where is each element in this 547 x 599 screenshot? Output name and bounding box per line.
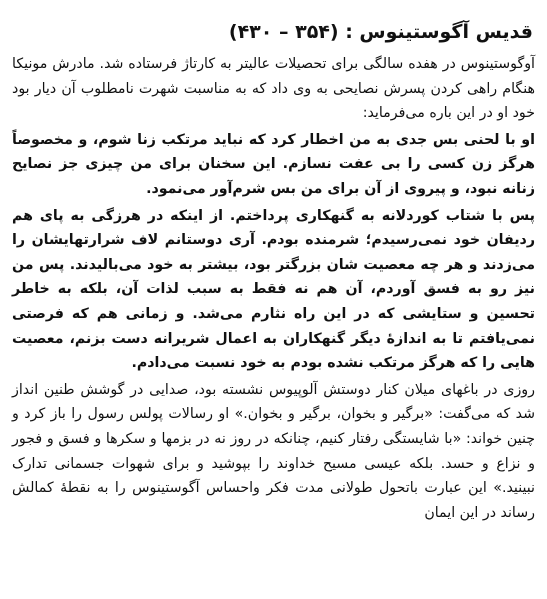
paragraph-milan-garden: روزی در باغهای میلان کنار دوستش آلوپیوس نشسته بود، صدایی در گوشش طنین انداز شد که می‌گفت: «برگیر و بخوان، برگیر و بخوان.» او رسالات پولس رسول را باز کرد و چنین خواند: «با شایستگی رفتار کنیم، چنانکه در روز نه در بزمها و سکرها و فسق و فجور و نزاع و حسد. بلکه عیسی مسیح خداوند را بپوشید و برای شهوات جسمانی تدارک نبینید.» این عبارت باتحول طولانی مدت فکر واحساس آگوستینوس را به نقطهٔ کمالش رساند در این ایمان: [12, 381, 535, 521]
section-title: قدیس آگوستینوس : (۳۵۴ – ۴۳۰): [228, 21, 533, 43]
paragraph-intro: آوگوستینوس در هفده سالگی برای تحصیلات عالیتر به کارتاژ فرستاده شد. مادرش مونیکا هنگام راهی کردن پسرش نصایحی به وی داد که به مناسبت شهرت نامطلوب آن دیار بود خود او در این باره می‌فرماید:: [12, 56, 535, 122]
paragraph-confession: پس با شتاب کوردلانه به گنهکاری پرداختم. از اینکه در هرزگی به پای هم ردیفان خود نمی‌رسیدم؛ شرمنده بودم. آری دوستانم لاف شرارتهایشان را می‌زدند و هر چه معصیت شان بزرگتر بود، بیشتر به خود می‌بالیدند. پس من نیز رو به فسق آوردم، آن هم نه فقط به سبب لذات آن، بلکه به خاطر تحسین و ستایشی که در این راه نثارم می‌شد. و زمانی هم که فرصتی نمی‌یافتم تا به اندازهٔ دیگر گنهکاران به اعمال شریرانه دست بزنم، معصیت هایی را که هرگز مرتکب نشده بودم به خود نسبت می‌دادم.: [12, 207, 535, 372]
paragraph-mother-warning: او با لحنی بس جدی به من اخطار کرد که نباید مرتکب زنا شوم، و مخصوصاً هرگز زن کسی را بی عفت نسازم. این سخنان برای من چیزی جز نصایح زنانه نبود، و پیروی از آن برای من بس شرم‌آور می‌نمود.: [12, 131, 535, 197]
document-page: [12, 18, 535, 527]
